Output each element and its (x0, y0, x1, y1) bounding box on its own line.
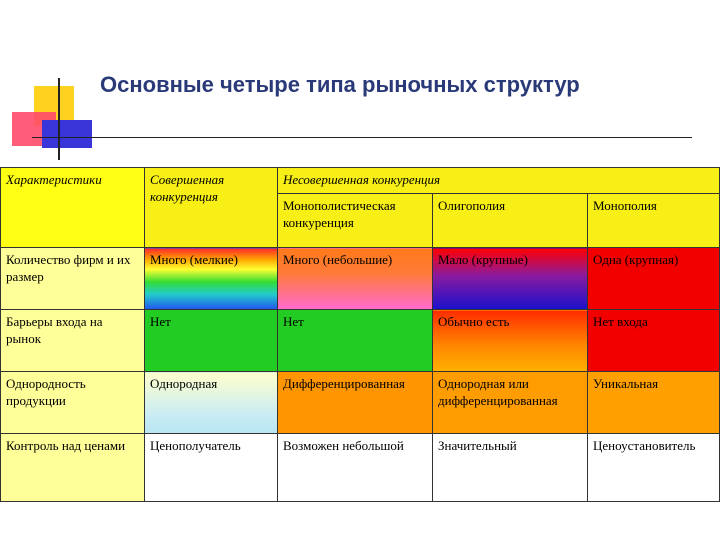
table-cell: Однородная или дифференцированная (433, 372, 588, 434)
table-cell: Много (небольшие) (278, 248, 433, 310)
market-structures-table (0, 167, 720, 502)
table-cell: Значительный (433, 434, 588, 502)
table-row (1, 310, 720, 372)
table-cell: Много (мелкие) (145, 248, 278, 310)
row-label: Количество фирм и их размер (1, 248, 145, 310)
table-cell: Нет входа (588, 310, 720, 372)
row-label: Контроль над ценами (1, 434, 145, 502)
table-cell: Однородная (145, 372, 278, 434)
table-cell: Мало (крупные) (433, 248, 588, 310)
table-cell: Нет (278, 310, 433, 372)
header-monopolistic-competition: Монополистическая конкуренция (278, 194, 433, 248)
header-imperfect-competition: Несовершенная конкуренция (278, 168, 720, 194)
table-cell: Дифференцированная (278, 372, 433, 434)
row-label: Однородность продукции (1, 372, 145, 434)
table-cell: Возможен небольшой (278, 434, 433, 502)
table-header-row (1, 168, 720, 194)
table-row (1, 434, 720, 502)
logo-vertical-line (58, 78, 60, 160)
header-characteristics: Характеристики (1, 168, 145, 248)
table-cell: Нет (145, 310, 278, 372)
table-row (1, 372, 720, 434)
table-cell: Уникальная (588, 372, 720, 434)
table-row (1, 248, 720, 310)
logo-blue-square (42, 120, 92, 148)
header-oligopoly: Олигополия (433, 194, 588, 248)
table-cell: Одна (крупная) (588, 248, 720, 310)
table-cell: Ценополучатель (145, 434, 278, 502)
page-title: Основные четыре типа рыночных структур (100, 72, 580, 97)
header-perfect-competition: Совершенная конкуренция (145, 168, 278, 248)
title-underline (32, 137, 692, 138)
table-cell: Обычно есть (433, 310, 588, 372)
table-cell: Ценоустановитель (588, 434, 720, 502)
row-label: Барьеры входа на рынок (1, 310, 145, 372)
header-monopoly: Монополия (588, 194, 720, 248)
